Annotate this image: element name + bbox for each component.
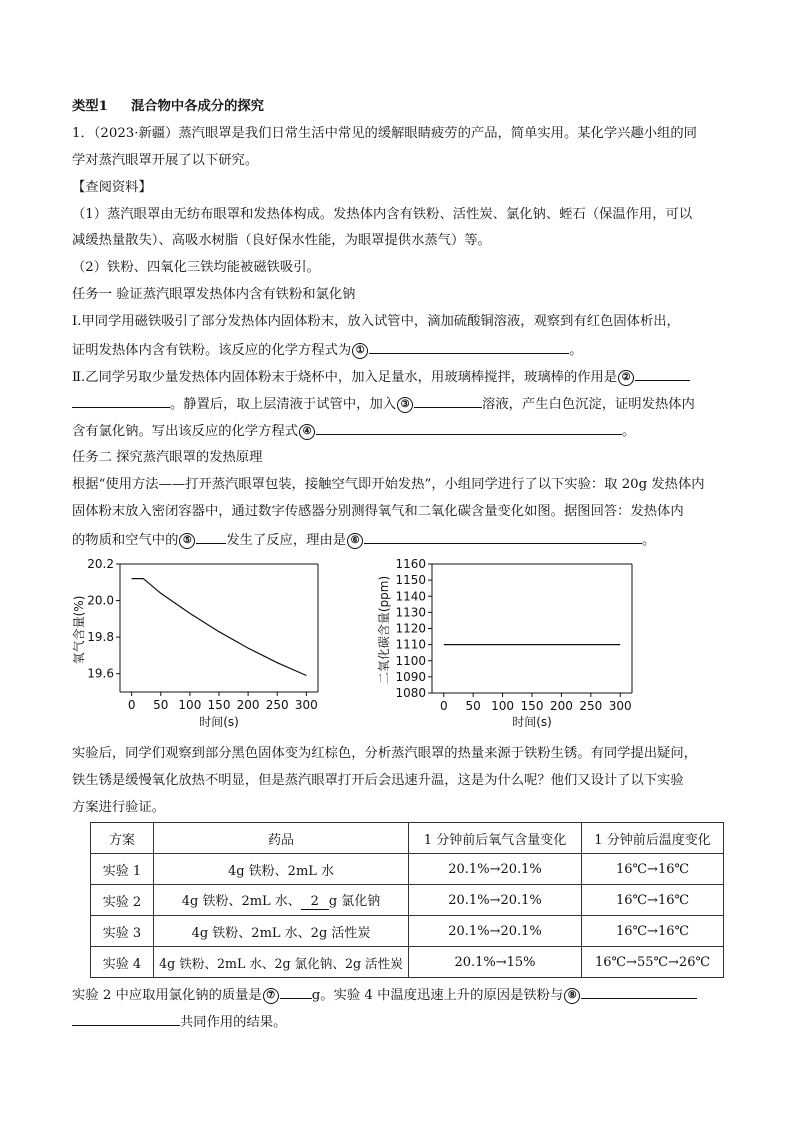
reference-title: 【查阅资料】 bbox=[72, 180, 152, 195]
cell-drug: 4g 铁粉、2mL 水、2g 活性炭 bbox=[154, 916, 409, 947]
y-ticks bbox=[395, 557, 432, 700]
text: 证明发热体内含有铁粉。该反应的化学方程式为 bbox=[72, 343, 352, 358]
y-tick-label: 1140 bbox=[395, 589, 426, 604]
after-line-2: 铁生锈是缓慢氧化放热不明显，但是蒸汽眼罩打开后会迅速升温，这是为什么呢？他们又设计了以下实验 bbox=[72, 773, 684, 788]
text: 实验 2 中应取用氯化钠的质量是 bbox=[72, 988, 262, 1003]
x-axis-label: 时间(s) bbox=[199, 715, 239, 729]
y-tick-label: 1080 bbox=[395, 686, 426, 700]
text: 溶液，产生白色沉淀，证明发热体内 bbox=[482, 397, 695, 412]
text: 的物质和空气中的 bbox=[72, 533, 179, 548]
x-tick-label: 50 bbox=[153, 698, 169, 712]
answer-blank-5[interactable] bbox=[196, 529, 226, 544]
answer-blank-1[interactable] bbox=[369, 339, 569, 354]
blank-number-6: ⑥ bbox=[347, 533, 363, 549]
cell-temp: 16℃→16℃ bbox=[582, 854, 724, 885]
cell-temp: 16℃→16℃ bbox=[582, 916, 724, 947]
task-1-part-2-line-1 bbox=[72, 366, 690, 388]
text: 。静置后，取上层清液于试管中，加入 bbox=[170, 397, 397, 412]
oxygen-chart bbox=[68, 556, 328, 736]
reference-1b: 减缓热量散失）、高吸水树脂（良好保水性能，为眼罩提供水蒸气）等。 bbox=[72, 233, 491, 248]
x-tick-label: 300 bbox=[294, 698, 318, 712]
x-axis-label: 时间(s) bbox=[512, 715, 552, 729]
y-tick-label: 1150 bbox=[395, 573, 426, 588]
x-tick-label: 150 bbox=[520, 699, 544, 713]
text: g 氯化钠 bbox=[328, 894, 381, 909]
cell-oxygen: 20.1%→20.1% bbox=[409, 854, 582, 885]
table-header-row bbox=[91, 823, 724, 854]
task-1-part-2-line-2 bbox=[72, 393, 695, 415]
header-cell: 1 分钟前后温度变化 bbox=[582, 823, 724, 854]
y-tick-label: 20.2 bbox=[87, 557, 114, 571]
y-tick-label: 1100 bbox=[395, 653, 426, 668]
cell-drug bbox=[154, 885, 409, 916]
blank-number-7: ⑦ bbox=[263, 988, 279, 1004]
task-1-heading: 任务一 验证蒸汽眼罩发热体内含有铁粉和氯化钠 bbox=[72, 287, 356, 302]
x-ticks bbox=[440, 693, 632, 713]
cell-name: 实验 3 bbox=[91, 916, 154, 947]
intro-line-1: 1．（2023·新疆）蒸汽眼罩是我们日常生活中常见的缓解眼睛疲劳的产品，简单实用。某化学兴趣小组的同 bbox=[72, 126, 697, 141]
reference-1a: （1）蒸汽眼罩由无纺布眼罩和发热体构成。发热体内含有铁粉、活性炭、氯化钠、蛭石（保温作用，可以 bbox=[72, 207, 693, 222]
answer-blank-6[interactable] bbox=[364, 529, 642, 544]
x-tick-label: 0 bbox=[439, 699, 448, 713]
answer-blank-4[interactable] bbox=[316, 420, 622, 435]
answer-blank-3[interactable] bbox=[414, 393, 482, 408]
table-row bbox=[91, 854, 724, 885]
text: 。 bbox=[622, 424, 636, 439]
y-tick-label: 20.0 bbox=[87, 593, 114, 608]
blank-number-3: ③ bbox=[397, 397, 413, 413]
x-tick-label: 300 bbox=[608, 699, 632, 713]
text: Ⅱ.乙同学另取少量发热体内固体粉末于烧杯中，加入足量水，用玻璃棒搅拌，玻璃棒的作用是 bbox=[72, 370, 618, 385]
x-ticks bbox=[128, 692, 318, 712]
header-cell: 1 分钟前后氧气含量变化 bbox=[409, 823, 582, 854]
header-cell: 方案 bbox=[91, 823, 154, 854]
text: g。实验 4 中温度迅速上升的原因是铁粉与 bbox=[311, 988, 564, 1003]
text: 。 bbox=[569, 343, 583, 358]
x-tick-label: 250 bbox=[265, 698, 289, 712]
answer-blank-2[interactable] bbox=[635, 366, 690, 381]
table-row bbox=[91, 947, 724, 978]
oxygen-series-line bbox=[132, 579, 307, 676]
text: 4g 铁粉、2mL 水、 bbox=[181, 894, 301, 909]
answer-blank-8[interactable] bbox=[581, 984, 697, 999]
cell-name: 实验 2 bbox=[91, 885, 154, 916]
table-row bbox=[91, 916, 724, 947]
y-tick-label: 19.6 bbox=[87, 666, 114, 681]
cell-temp: 16℃→16℃ bbox=[582, 885, 724, 916]
task-1-part-1-line-1: Ⅰ.甲同学用磁铁吸引了部分发热体内固体粉末，放入试管中，滴加硫酸铜溶液，观察到有红色固体析出， bbox=[72, 314, 680, 329]
y-tick-label: 1160 bbox=[395, 557, 426, 571]
y-tick-label: 1110 bbox=[395, 637, 426, 652]
y-tick-label: 1090 bbox=[395, 669, 426, 684]
blank-number-4: ④ bbox=[299, 424, 315, 440]
text: 共同作用的结果。 bbox=[180, 1015, 287, 1030]
co2-chart bbox=[370, 556, 640, 736]
x-tick-label: 150 bbox=[207, 698, 231, 712]
header-cell: 药品 bbox=[154, 823, 409, 854]
y-tick-label: 1120 bbox=[395, 621, 426, 636]
task-2-line-2: 固体粉末放入密闭容器中，通过数字传感器分别测得氧气和二氧化碳含量变化如图。据图回答：发热体内 bbox=[72, 504, 684, 519]
y-axis-label: 二氧化碳含量(ppm) bbox=[377, 575, 391, 685]
section-heading bbox=[72, 97, 264, 117]
intro-line-2: 学对蒸汽眼罩开展了以下研究。 bbox=[72, 153, 259, 168]
cell-oxygen: 20.1%→20.1% bbox=[409, 885, 582, 916]
answer-blank-8-cont[interactable] bbox=[72, 1011, 180, 1026]
answer-blank-7[interactable] bbox=[280, 984, 312, 999]
cell-oxygen: 20.1%→20.1% bbox=[409, 916, 582, 947]
x-tick-label: 250 bbox=[579, 699, 603, 713]
section-label: 类型1 bbox=[72, 99, 108, 114]
cell-oxygen: 20.1%→15% bbox=[409, 947, 582, 978]
cell-temp: 16℃→55℃→26℃ bbox=[582, 947, 724, 978]
x-tick-label: 200 bbox=[236, 698, 260, 712]
after-line-3: 方案进行验证。 bbox=[72, 800, 166, 815]
text: 。 bbox=[642, 533, 656, 548]
x-tick-label: 0 bbox=[127, 698, 136, 712]
answer-blank-2-cont[interactable] bbox=[72, 393, 170, 408]
cell-drug: 4g 铁粉、2mL 水、2g 氯化钠、2g 活性炭 bbox=[154, 947, 409, 978]
text: 发生了反应，理由是 bbox=[226, 533, 347, 548]
x-tick-label: 100 bbox=[491, 699, 515, 713]
table-row bbox=[91, 885, 724, 916]
x-tick-label: 50 bbox=[465, 699, 481, 713]
last-line-2 bbox=[72, 1011, 286, 1033]
task-2-line-3 bbox=[72, 529, 655, 551]
blank-number-1: ① bbox=[352, 343, 368, 359]
reference-2: （2）铁粉、四氧化三铁均能被磁铁吸引。 bbox=[72, 260, 320, 275]
y-tick-label: 1130 bbox=[395, 605, 426, 620]
text: 含有氯化钠。写出该反应的化学方程式 bbox=[72, 424, 299, 439]
blank-number-8: ⑧ bbox=[564, 988, 580, 1004]
cell-name: 实验 4 bbox=[91, 947, 154, 978]
task-2-heading: 任务二 探究蒸汽眼罩的发热原理 bbox=[72, 450, 263, 465]
y-ticks bbox=[87, 557, 120, 681]
experiment-table bbox=[90, 822, 724, 978]
blank-number-5: ⑤ bbox=[179, 533, 195, 549]
section-title: 混合物中各成分的探究 bbox=[131, 99, 264, 114]
task-2-line-1: 根据“使用方法——打开蒸汽眼罩包装，接触空气即开始发热”，小组同学进行了以下实验：取 20g 发热体内 bbox=[72, 477, 705, 492]
cell-name: 实验 1 bbox=[91, 854, 154, 885]
filled-blank[interactable]: 2 bbox=[301, 894, 329, 910]
blank-number-2: ② bbox=[618, 370, 634, 386]
cell-drug: 4g 铁粉、2mL 水 bbox=[154, 854, 409, 885]
last-line-1 bbox=[72, 984, 697, 1006]
after-line-1: 实验后，同学们观察到部分黑色固体变为红棕色，分析蒸汽眼罩的热量来源于铁粉生锈。有同学提出疑问， bbox=[72, 746, 697, 761]
y-axis-label: 氧气含量(%) bbox=[72, 595, 86, 665]
task-1-part-2-line-3 bbox=[72, 420, 635, 442]
x-tick-label: 200 bbox=[549, 699, 573, 713]
y-tick-label: 19.8 bbox=[87, 630, 114, 645]
x-tick-label: 100 bbox=[178, 698, 202, 712]
task-1-part-1-line-2 bbox=[72, 339, 583, 361]
